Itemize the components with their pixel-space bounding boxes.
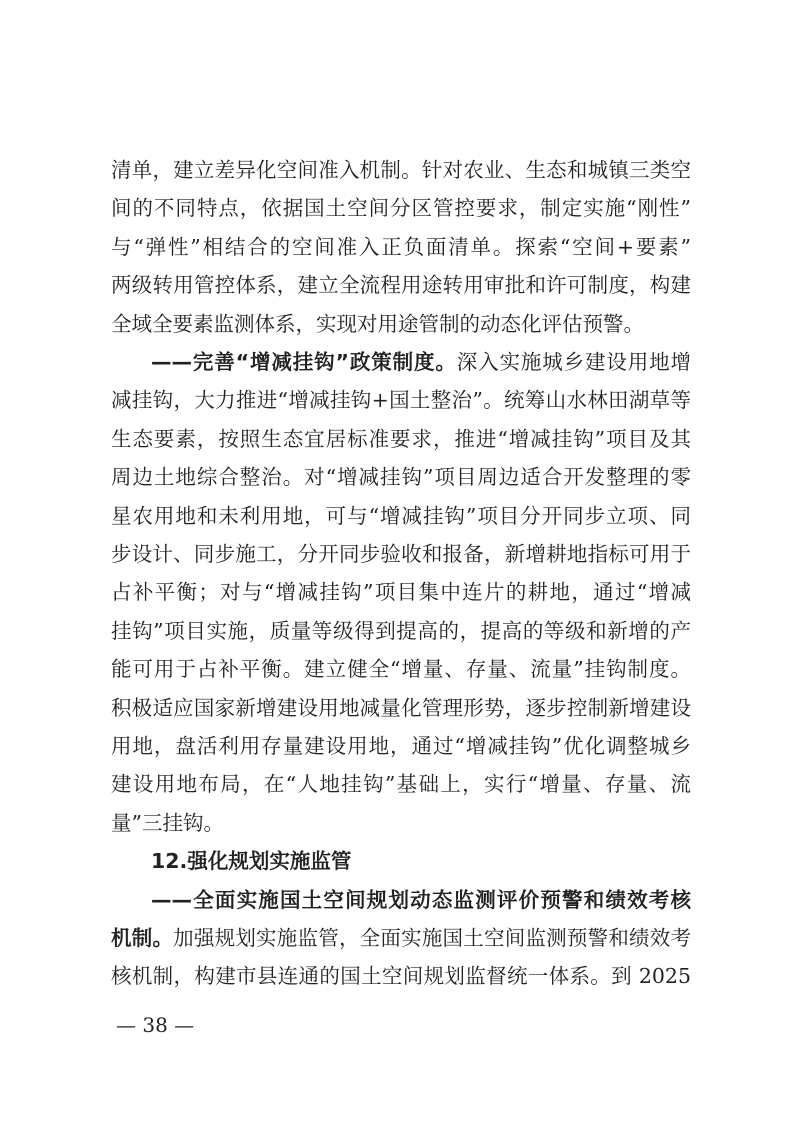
body-text-line: 量”三挂钩。 — [111, 811, 224, 835]
paragraph-lead-bold: 机制。 — [111, 926, 174, 950]
body-text-line: 积极适应国家新增建设用地减量化管理形势，逐步控制新增建设 — [111, 696, 691, 720]
body-text: 深入实施城乡建设用地增 — [456, 350, 692, 374]
body-text-line: 间的不同特点，依据国土空间分区管控要求，制定实施“刚性” — [111, 196, 691, 220]
body-text-line: 用地，盘活利用存量建设用地，通过“增减挂钩”优化调整城乡 — [111, 734, 691, 758]
body-text-line: 全域全要素监测体系，实现对用途管制的动态化评估预警。 — [111, 312, 644, 336]
paragraph-first-line — [151, 343, 691, 381]
body-text-line: 步设计、同步施工，分开同步验收和报备，新增耕地指标可用于 — [111, 542, 691, 566]
body-text-line: 清单，建立差异化空间准入机制。针对农业、生态和城镇三类空 — [111, 158, 691, 182]
body-text-line: 建设用地布局，在“人地挂钩”基础上，实行“增量、存量、流 — [111, 772, 691, 796]
paragraph-lead-bold: ——全面实施国土空间规划动态监测评价预警和绩效考核 — [151, 888, 691, 912]
section-heading: 12.强化规划实施监管 — [151, 849, 352, 873]
body-text-line: 星农用地和未利用地，可与“增减挂钩”项目分开同步立项、同 — [111, 504, 691, 528]
body-text-line: 与“弹性”相结合的空间准入正负面清单。探索“空间+要素” — [111, 235, 691, 259]
body-text-line: 能可用于占补平衡。建立健全“增量、存量、流量”挂钩制度。 — [111, 657, 691, 681]
paragraph-lead-bold: ——完善“增减挂钩”政策制度。 — [151, 350, 457, 374]
body-text-line: 周边土地综合整治。对“增减挂钩”项目周边适合开发整理的零 — [111, 465, 691, 489]
body-text-line: 两级转用管控体系，建立全流程用途转用审批和许可制度，构建 — [111, 273, 691, 297]
body-text-line: 生态要素，按照生态宜居标准要求，推进“增减挂钩”项目及其 — [111, 427, 691, 451]
body-text-line: 核机制，构建市县连通的国土空间规划监督统一体系。到 2025 — [111, 964, 691, 988]
body-text-line: 减挂钩，大力推进“增减挂钩+国土整治”。统筹山水林田湖草等 — [111, 388, 691, 412]
paragraph-line — [111, 919, 691, 957]
page-number: — 38 — — [116, 1013, 195, 1037]
body-text-line: 挂钩”项目实施，质量等级得到提高的，提高的等级和新增的产 — [111, 619, 691, 643]
body-text: 加强规划实施监管，全面实施国土空间监测预警和绩效考 — [173, 926, 692, 950]
body-text-line: 占补平衡；对与“增减挂钩”项目集中连片的耕地，通过“增减 — [111, 580, 691, 604]
